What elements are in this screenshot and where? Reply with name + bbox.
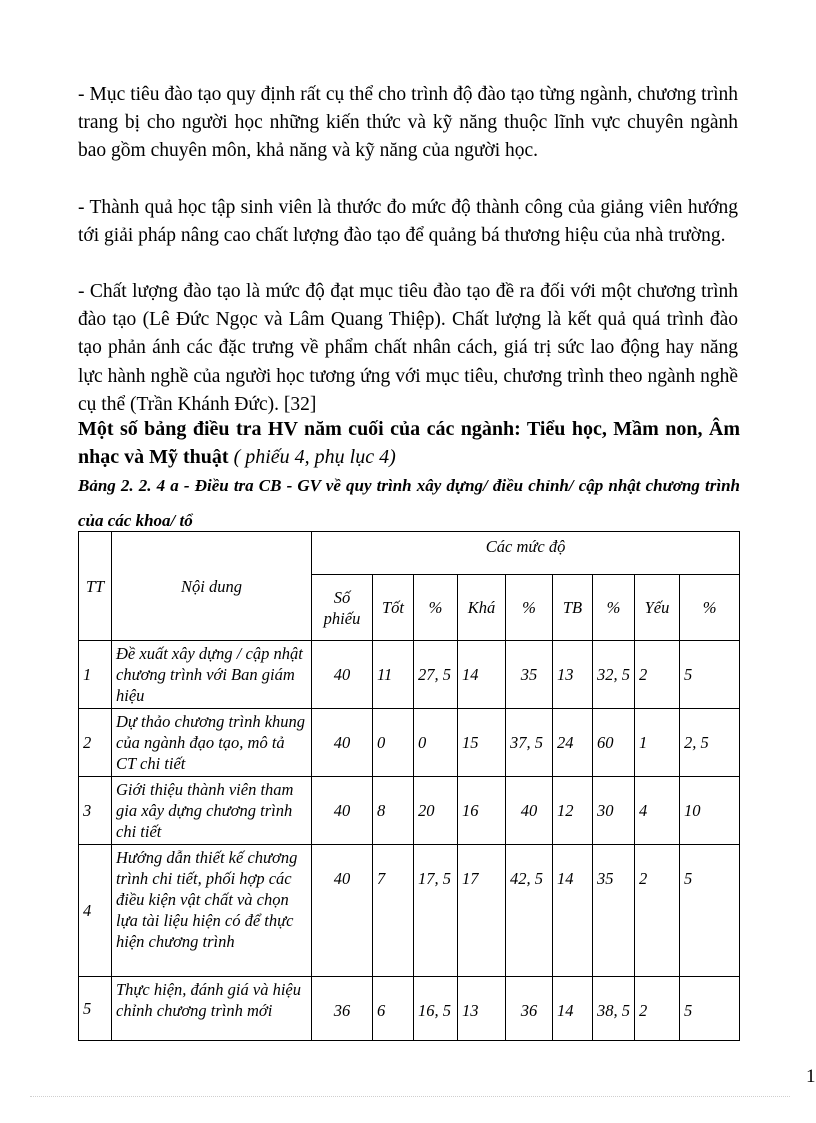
cell-fair: 15: [458, 709, 506, 777]
cell-good: 8: [373, 777, 414, 845]
cell-average: 14: [553, 845, 593, 977]
cell-average: 12: [553, 777, 593, 845]
header-sub-weak: Yếu: [635, 575, 680, 641]
table-row: [79, 977, 740, 1041]
paragraph-training-quality: - Chất lượng đào tạo là mức độ đạt mục tiêu đào tạo đề ra đối với một chương trình đào tạo (Lê Đức Ngọc và Lâm Quang Thiệp). Chất lượng là kết quả quá trình đào tạo phản ánh các đặc trưng về phẩm chất nhân cách, giá trị sức lao động hay năng lực hành nghề của người học tương ứng với mục tiêu, chương trình theo ngành nghề cụ thể (Trần Khánh Đức). [32]: [78, 281, 738, 415]
header-sub-fair-pct: %: [506, 575, 553, 641]
cell-fair: 17: [458, 845, 506, 977]
cell-average-pct: 38, 5: [593, 977, 635, 1041]
cell-fair-pct: 40: [506, 777, 553, 845]
cell-fair-pct: 35: [506, 641, 553, 709]
cell-good: 0: [373, 709, 414, 777]
cell-votes: 40: [312, 709, 373, 777]
cell-weak: 2: [635, 977, 680, 1041]
cell-fair-pct: 36: [506, 977, 553, 1041]
header-sub-average: TB: [553, 575, 593, 641]
row-content: Giới thiệu thành viên tham gia xây dựng chương trình chi tiết: [112, 777, 312, 845]
table-row: [79, 845, 740, 977]
row-content: Thực hiện, đánh giá và hiệu chỉnh chương trình mới: [112, 977, 312, 1041]
table-row: [79, 641, 740, 709]
cell-weak-pct: 2, 5: [680, 709, 740, 777]
cell-average-pct: 30: [593, 777, 635, 845]
row-content: Dự thảo chương trình khung của ngành đạo tạo, mô tả CT chi tiết: [112, 709, 312, 777]
cell-average: 24: [553, 709, 593, 777]
cell-good-pct: 20: [414, 777, 458, 845]
cell-weak-pct: 5: [680, 641, 740, 709]
cell-average-pct: 60: [593, 709, 635, 777]
cell-votes: 40: [312, 777, 373, 845]
survey-table: [78, 531, 740, 1041]
cell-good-pct: 0: [414, 709, 458, 777]
header-tt: TT: [79, 532, 112, 641]
cell-weak: 1: [635, 709, 680, 777]
table-row: [79, 709, 740, 777]
cell-fair: 16: [458, 777, 506, 845]
cell-average: 14: [553, 977, 593, 1041]
cell-average-pct: 35: [593, 845, 635, 977]
cell-votes: 40: [312, 641, 373, 709]
row-tt: 4: [79, 845, 112, 977]
cell-weak-pct: 5: [680, 845, 740, 977]
paragraph-training-objectives: - Mục tiêu đào tạo quy định rất cụ thể cho trình độ đào tạo từng ngành, chương trình trang bị cho người học những kiến thức và kỹ năng thuộc lĩnh vực chuyên ngành bao gồm chuyên môn, khả năng và kỹ năng của người học.: [78, 84, 738, 162]
cell-good: 7: [373, 845, 414, 977]
paragraph-learning-outcomes: - Thành quả học tập sinh viên là thước đo mức độ thành công của giảng viên hướng tới giải pháp nâng cao chất lượng đào tạo để quảng bá thương hiệu của nhà trường.: [78, 197, 738, 247]
cell-fair: 14: [458, 641, 506, 709]
cell-good: 6: [373, 977, 414, 1041]
cell-votes: 36: [312, 977, 373, 1041]
section-heading-text: Một số bảng điều tra HV năm cuối của các ngành: Tiểu học, Mầm non, Âm nhạc và Mỹ thuật: [78, 418, 740, 468]
cell-fair-pct: 37, 5: [506, 709, 553, 777]
cell-good-pct: 17, 5: [414, 845, 458, 977]
row-tt: 3: [79, 777, 112, 845]
header-sub-votes: Số phiếu: [312, 575, 373, 641]
row-tt: 2: [79, 709, 112, 777]
header-sub-weak-pct: %: [680, 575, 740, 641]
section-heading: [78, 415, 740, 471]
cell-weak: 2: [635, 845, 680, 977]
cell-weak-pct: 10: [680, 777, 740, 845]
cell-fair-pct: 42, 5: [506, 845, 553, 977]
row-tt: 5: [79, 977, 112, 1041]
row-tt: 1: [79, 641, 112, 709]
header-sub-average-pct: %: [593, 575, 635, 641]
header-sub-fair: Khá: [458, 575, 506, 641]
cell-good-pct: 16, 5: [414, 977, 458, 1041]
row-content: Đề xuất xây dựng / cập nhật chương trình với Ban giám hiệu: [112, 641, 312, 709]
cell-weak: 2: [635, 641, 680, 709]
table-caption: Bảng 2. 2. 4 a - Điều tra CB - GV về quy trình xây dựng/ điều chỉnh/ cập nhật chương trình của các khoa/ tổ: [78, 476, 740, 530]
cell-good: 11: [373, 641, 414, 709]
page-number: 1: [806, 1066, 816, 1087]
section-heading-note: ( phiếu 4, phụ lục 4): [233, 446, 396, 468]
row-content: Hướng dẫn thiết kế chương trình chi tiết, phối hợp các điều kiện vật chất và chọn lựa tài liệu hiện có để thực hiện chương trình: [112, 845, 312, 977]
cell-weak-pct: 5: [680, 977, 740, 1041]
page-bottom-divider: [30, 1096, 790, 1097]
cell-good-pct: 27, 5: [414, 641, 458, 709]
cell-average: 13: [553, 641, 593, 709]
header-content: Nội dung: [112, 532, 312, 641]
cell-fair: 13: [458, 977, 506, 1041]
cell-weak: 4: [635, 777, 680, 845]
header-levels: Các mức độ: [312, 532, 740, 575]
header-sub-good-pct: %: [414, 575, 458, 641]
table-row: [79, 777, 740, 845]
cell-votes: 40: [312, 845, 373, 977]
header-sub-good: Tốt: [373, 575, 414, 641]
cell-average-pct: 32, 5: [593, 641, 635, 709]
